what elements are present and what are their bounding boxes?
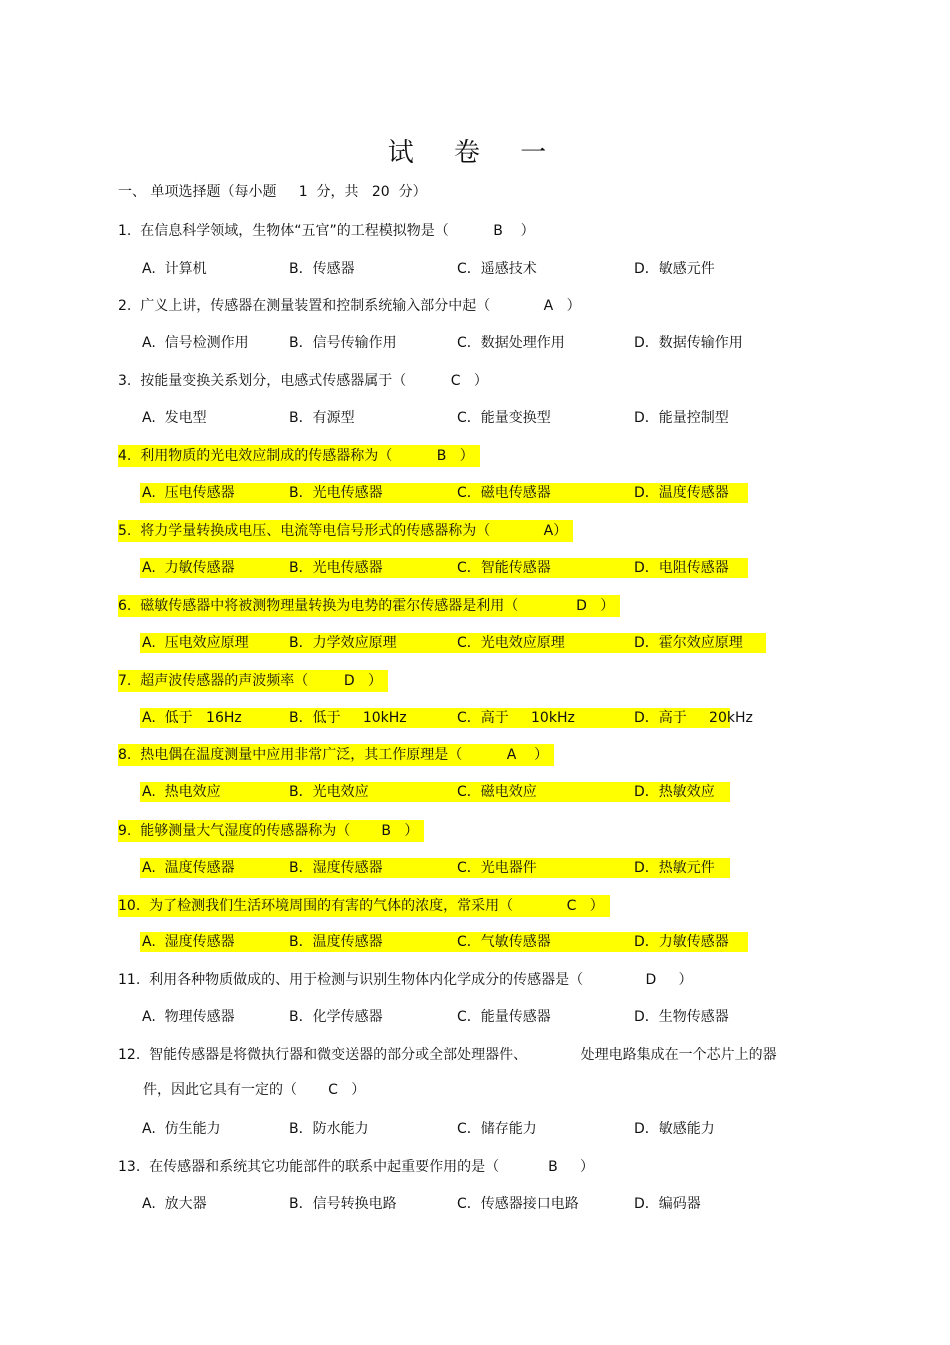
option-b: B．光电效应 [289, 784, 369, 800]
question-12-continued [0, 1079, 950, 1103]
question-text: 5. 将力学量转换成电压、电流等电信号形式的传感器称为（ A） [118, 520, 573, 542]
option-b: B．信号传输作用 [289, 335, 397, 351]
question-text: 8. 热电偶在温度测量中应用非常广泛，其工作原理是（ A ） [118, 744, 554, 766]
option-c: C．传感器接口电路 [457, 1196, 579, 1212]
question-text: 2. 广义上讲，传感器在测量装置和控制系统输入部分中起（ A ） [118, 298, 581, 314]
options-row [0, 482, 950, 506]
options-row [0, 857, 950, 881]
option-b: B．化学传感器 [289, 1009, 383, 1025]
option-d: D．生物传感器 [634, 1009, 729, 1025]
option-a: A. 物理传感器 [142, 1009, 235, 1025]
options-row [0, 332, 950, 356]
question-12 [0, 1044, 950, 1068]
question-13 [0, 1156, 950, 1180]
option-b: B．光电传感器 [289, 560, 383, 576]
option-c: C．高于 10kHz [457, 710, 575, 726]
option-d: D．热敏效应 [634, 784, 715, 800]
option-d: D．电阻传感器 [634, 560, 729, 576]
question-7 [0, 670, 950, 694]
option-c: C．光电器件 [457, 860, 537, 876]
question-text: 7. 超声波传感器的声波频率（ D ） [118, 670, 388, 692]
options-row [0, 707, 950, 731]
option-b: B．防水能力 [289, 1121, 369, 1137]
option-a: A. 低于 16Hz [142, 710, 242, 726]
option-a: A. 信号检测作用 [142, 335, 249, 351]
question-text: 10. 为了检测我们生活环境周围的有害的气体的浓度，常采用（ C ） [118, 895, 610, 917]
option-b: B．信号转换电路 [289, 1196, 397, 1212]
option-c: C．磁电效应 [457, 784, 537, 800]
option-d: D．数据传输作用 [634, 335, 743, 351]
option-c: C．光电效应原理 [457, 635, 565, 651]
option-c: C．气敏传感器 [457, 934, 551, 950]
question-10 [0, 895, 950, 919]
option-a: A. 温度传感器 [142, 860, 235, 876]
option-b: B．传感器 [289, 261, 355, 277]
question-text: 9. 能够测量大气湿度的传感器称为（ B ） [118, 820, 424, 842]
options-row [0, 1193, 950, 1217]
option-c: C．能量传感器 [457, 1009, 551, 1025]
question-text: 13. 在传感器和系统其它功能部件的联系中起重要作用的是（ B ） [118, 1159, 594, 1175]
question-text: 6. 磁敏传感器中将被测物理量转换为电势的霍尔传感器是利用（ D ） [118, 595, 620, 617]
option-b: B．湿度传感器 [289, 860, 383, 876]
options-row [0, 632, 950, 656]
option-d: D．热敏元件 [634, 860, 715, 876]
option-a: A. 力敏传感器 [142, 560, 235, 576]
option-a: A. 压电传感器 [142, 485, 235, 501]
question-text: 3. 按能量变换关系划分，电感式传感器属于（ C ） [118, 373, 488, 389]
option-d: D．能量控制型 [634, 410, 729, 426]
question-text: 11. 利用各种物质做成的、用于检测与识别生物体内化学成分的传感器是（ D ） [118, 972, 693, 988]
option-b: B．力学效应原理 [289, 635, 397, 651]
options-row [0, 781, 950, 805]
question-1 [0, 220, 950, 244]
options-row [0, 407, 950, 431]
option-c: C．智能传感器 [457, 560, 551, 576]
question-5 [0, 520, 950, 544]
options-row [0, 1118, 950, 1142]
option-d: D．高于 20kHz [634, 710, 753, 726]
option-d: D．敏感能力 [634, 1121, 715, 1137]
question-9 [0, 820, 950, 844]
option-a: A. 放大器 [142, 1196, 207, 1212]
question-4 [0, 445, 950, 469]
option-a: A. 仿生能力 [142, 1121, 221, 1137]
option-b: B．光电传感器 [289, 485, 383, 501]
options-row [0, 1006, 950, 1030]
option-d: D．霍尔效应原理 [634, 635, 743, 651]
option-a: A. 发电型 [142, 410, 207, 426]
question-6 [0, 595, 950, 619]
question-text: 1. 在信息科学领域，生物体“五官”的工程模拟物是（ B ） [118, 223, 535, 239]
option-b: B．有源型 [289, 410, 355, 426]
option-d: D．温度传感器 [634, 485, 729, 501]
option-c: C．储存能力 [457, 1121, 537, 1137]
options-row [0, 557, 950, 581]
question-3 [0, 370, 950, 394]
option-d: D．编码器 [634, 1196, 701, 1212]
page-title: 试 卷 一 [387, 138, 563, 168]
option-a: A. 热电效应 [142, 784, 221, 800]
question-11 [0, 969, 950, 993]
option-b: B．温度传感器 [289, 934, 383, 950]
option-d: D．敏感元件 [634, 261, 715, 277]
option-c: C．能量变换型 [457, 410, 551, 426]
question-2 [0, 295, 950, 319]
options-row [0, 258, 950, 282]
option-d: D．力敏传感器 [634, 934, 729, 950]
question-8 [0, 744, 950, 768]
question-text: 12. 智能传感器是将微执行器和微变送器的部分或全部处理器件、 处理电路集成在一个芯片上的器 [118, 1047, 777, 1063]
option-c: C．磁电传感器 [457, 485, 551, 501]
options-row [0, 931, 950, 955]
option-a: A. 压电效应原理 [142, 635, 249, 651]
option-c: C．遥感技术 [457, 261, 537, 277]
section-heading: 一、 单项选择题（每小题 1 分，共 20 分） [118, 184, 427, 200]
option-b: B．低于 10kHz [289, 710, 407, 726]
option-a: A. 湿度传感器 [142, 934, 235, 950]
question-text-continued: 件，因此它具有一定的（ C ） [143, 1082, 366, 1098]
question-text: 4. 利用物质的光电效应制成的传感器称为（ B ） [118, 445, 480, 467]
option-a: A. 计算机 [142, 261, 207, 277]
option-c: C．数据处理作用 [457, 335, 565, 351]
